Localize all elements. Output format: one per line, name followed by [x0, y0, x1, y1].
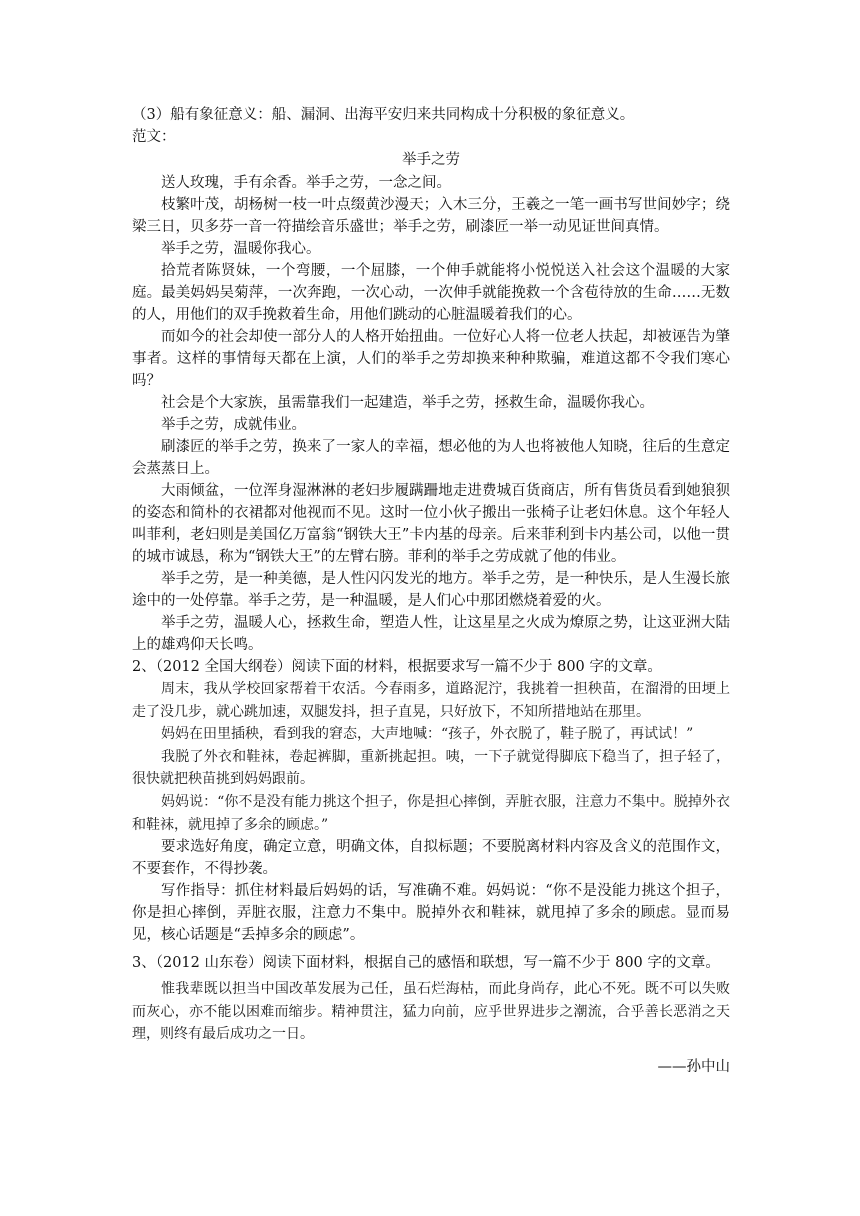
- material-paragraph: 周末，我从学校回家帮着干农活。今春雨多，道路泥泞，我挑着一担秧苗，在溜滑的田埂上走了没几步，就心跳加速，双腿发抖，担子直晃，只好放下，不知所措地站在那里。: [132, 681, 730, 720]
- requirements-paragraph: 要求选好角度，确定立意，明确文体，自拟标题；不要脱离材料内容及含义的范围作文，不要套作，不得抄袭。: [132, 839, 730, 878]
- essay-paragraph: 刷漆匠的举手之劳，换来了一家人的幸福，想必他的为人也将被他人知晓，往后的生意定会蒸蒸日上。: [132, 439, 730, 477]
- essay-paragraph: 举手之劳，是一种美德，是人性闪闪发光的地方。举手之劳，是一种快乐，是人生漫长旅途中的一处停靠。举手之劳，是一种温暖，是人们心中那团燃烧着爱的火。: [132, 571, 730, 609]
- quote-attribution: ——孙中山: [657, 1058, 730, 1075]
- essay-title: 举手之劳: [402, 152, 460, 168]
- essay-paragraph: 举手之劳，温暖你我心。: [161, 241, 321, 257]
- essay-paragraph: 社会是个大家族，虽需靠我们一起建造，举手之劳，拯救生命，温暖你我心。: [161, 395, 654, 411]
- document-body: [132, 104, 730, 1078]
- symbolism-note: （3）船有象征意义：船、漏洞、出海平安归来共同构成十分积极的象征意义。: [132, 107, 635, 123]
- material-paragraph: 我脱了外衣和鞋袜，卷起裤脚，重新挑起担。咦，一下子就觉得脚底下稳当了，担子轻了，很快就把秧苗挑到妈妈跟前。: [132, 748, 730, 788]
- essay-paragraph: 送人玫瑰，手有余香。举手之劳，一念之间。: [161, 175, 451, 191]
- essay-paragraph: 而如今的社会却使一部分人的人格开始扭曲。一位好心人将一位老人扶起，却被诬告为肇事者。这样的事情每天都在上演，人们的举手之劳却换来种种欺骗，难道这都不令我们寒心吗？: [132, 329, 730, 389]
- essay-paragraph: 举手之劳，成就伟业。: [161, 417, 306, 433]
- question-3-prompt: 3、（2012 山东卷）阅读下面材料，根据自己的感悟和联想，写一篇不少于 800 字的文章。: [132, 955, 720, 972]
- quote-paragraph: 惟我辈既以担当中国改革发展为己任，虽石烂海枯，而此身尚存，此心不死。既不可以失败而灰心，亦不能以困难而缩步。精神贯注，猛力向前，应乎世界进步之潮流，合乎善长恶消之天理，则终有最后成功之一日。: [132, 981, 730, 1043]
- writing-guide-paragraph: 写作指导：抓住材料最后妈妈的话，写准确不难。妈妈说：“你不是没能力挑这个担子，你是担心摔倒，弄脏衣服，注意力不集中。脱掉外衣和鞋袜，就甩掉了多余的顾虑。显而易见，核心话题是“丢掉多余的顾虑”。: [132, 883, 730, 944]
- question-2-prompt: 2、（2012 全国大纲卷）阅读下面的材料，根据要求写一篇不少于 800 字的文章。: [132, 659, 662, 675]
- essay-paragraph: 大雨倾盆，一位浑身湿淋淋的老妇步履蹒跚地走进费城百货商店，所有售货员看到她狼狈的姿态和简朴的衣裙都对他视而不见。这时一位小伙子搬出一张椅子让老妇休息。这个年轻人叫菲利，老妇则是美国亿万富翁“钢铁大王”卡内基的母亲。后来菲利到卡内基公司，以他一贯的城市诚恳，称为“钢铁大王”的左臂右膀。菲利的举手之劳成就了他的伟业。: [132, 483, 730, 565]
- essay-paragraph: 枝繁叶茂，胡杨树一枝一叶点缀黄沙漫天；入木三分，王羲之一笔一画书写世间妙字；绕梁三日，贝多芬一音一符描绘音乐盛世；举手之劳，刷漆匠一举一动见证世间真情。: [132, 197, 730, 235]
- material-paragraph: 妈妈说：“你不是没有能力挑这个担子，你是担心摔倒，弄脏衣服，注意力不集中。脱掉外衣和鞋袜，就甩掉了多余的顾虑。”: [132, 793, 730, 833]
- essay-paragraph: 举手之劳，温暖人心，拯救生命，塑造人性，让这星星之火成为燎原之势，让这亚洲大陆上的雄鸡仰天长鸣。: [132, 615, 730, 653]
- material-paragraph: 妈妈在田里插秧，看到我的窘态，大声地喊：“孩子，外衣脱了，鞋子脱了，再试试！”: [161, 726, 694, 743]
- essay-paragraph: 拾荒者陈贤妹，一个弯腰，一个屈膝，一个伸手就能将小悦悦送入社会这个温暖的大家庭。最美妈妈吴菊萍，一次奔跑，一次心动，一次伸手就能挽救一个含苞待放的生命……无数的人，用他们的双手挽救着生命，用他们跳动的心脏温暖着我们的心。: [132, 263, 730, 323]
- sample-label: 范文：: [132, 129, 176, 145]
